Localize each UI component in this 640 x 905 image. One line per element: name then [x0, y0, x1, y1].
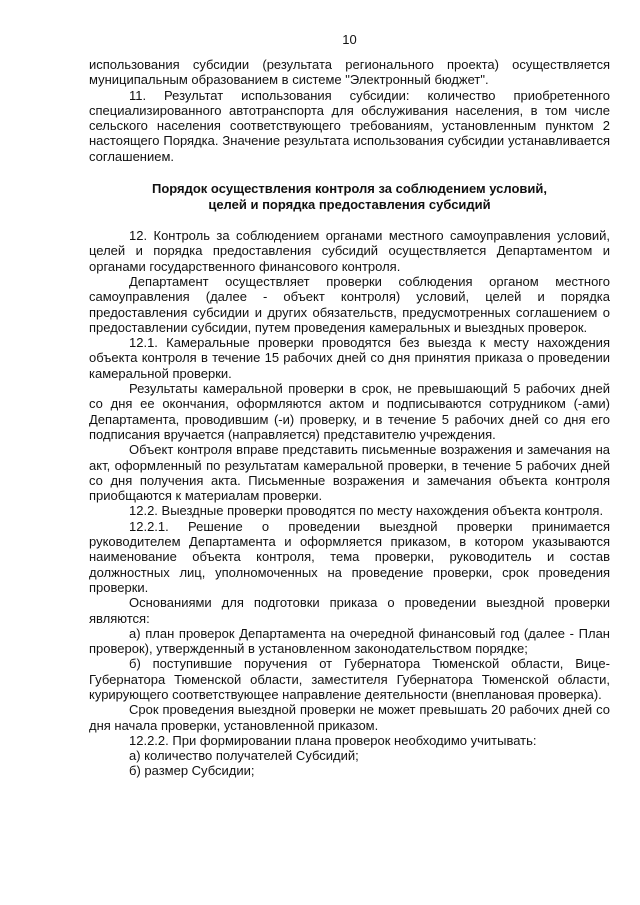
- paragraph-department-checks: Департамент осуществляет проверки соблюдения органом местного самоуправления (далее - объект контроля) условий, целей и порядка предоставления субсидии и других обязательств, предусмотренных соглашением о предоставлении субсидии, путем проведения камеральных и выездных проверок.: [89, 273, 610, 335]
- document-body: [89, 57, 610, 779]
- paragraph-desk-check-results: Результаты камеральной проверки в срок, не превышающий 5 рабочих дней со дня ее окончания, оформляются актом и подписываются сотрудником (-ами) Департамента, проводившим (-и) проверку, и в течение 5 рабочих дней со дня его подписания вручается (направляется) представителю учреждения.: [89, 381, 610, 442]
- paragraph-item-12-2-1: 12.2.1. Решение о проведении выездной проверки принимается руководителем Департамента и оформляется приказом, в котором указываются наименование объекта контроля, тема проверки, руководитель и состав должностных лиц, уполномоченных на проведение проверки, срок проведения проверки.: [89, 518, 610, 595]
- paragraph-onsite-duration: Срок проведения выездной проверки не может превышать 20 рабочих дней со дня начала проверки, установленной приказом.: [89, 702, 610, 733]
- paragraph-plan-a: а) количество получателей Субсидий;: [129, 748, 359, 764]
- paragraph-item-12-2-2: 12.2.2. При формировании плана проверок необходимо учитывать:: [129, 732, 537, 748]
- page-number: 10: [342, 32, 357, 47]
- paragraph-item-12-2: 12.2. Выездные проверки проводятся по месту нахождения объекта контроля.: [129, 503, 604, 519]
- section-heading-line-1: Порядок осуществления контроля за соблюдением условий,: [151, 181, 548, 197]
- section-heading: [89, 181, 610, 212]
- paragraph-item-11: 11. Результат использования субсидии: количество приобретенного специализированного автотранспорта для обслуживания населения, в том числе сельского населения соответствующего требованиям, установленным пунктом 2 настоящего Порядка. Значение результата использования субсидии устанавливается соглашением.: [89, 87, 610, 164]
- paragraph-continuation: использования субсидии (результата регионального проекта) осуществляется муниципальным образованием в системе "Электронный бюджет".: [89, 57, 610, 88]
- paragraph-grounds: Основаниями для подготовки приказа о проведении выездной проверки являются:: [89, 595, 610, 626]
- paragraph-item-12: 12. Контроль за соблюдением органами местного самоуправления условий, целей и порядка предоставления субсидий осуществляется Департаментом и органами государственного финансового контроля.: [89, 228, 610, 274]
- paragraph-grounds-a: а) план проверок Департамента на очередной финансовый год (далее - План проверок), утвержденный в установленном законодательством порядке;: [89, 625, 610, 657]
- paragraph-objections: Объект контроля вправе представить письменные возражения и замечания на акт, оформленный по результатам камеральной проверки, в течение 5 рабочих дней со дня получения акта. Письменные возражения и замечания объекта контроля приобщаются к материалам проверки.: [89, 442, 610, 504]
- paragraph-plan-b: б) размер Субсидии;: [129, 763, 255, 779]
- paragraph-item-12-1: 12.1. Камеральные проверки проводятся без выезда к месту нахождения объекта контроля в течение 15 рабочих дней со дня принятия приказа о проведении камеральной проверки.: [89, 335, 610, 381]
- paragraph-grounds-b: б) поступившие поручения от Губернатора Тюменской области, Вице-Губернатора Тюменской области, заместителя Губернатора Тюменской области, курирующего соответствующее направление деятельности (внеплановая проверка).: [89, 656, 610, 702]
- section-heading-line-2: целей и порядка предоставления субсидий: [208, 196, 491, 212]
